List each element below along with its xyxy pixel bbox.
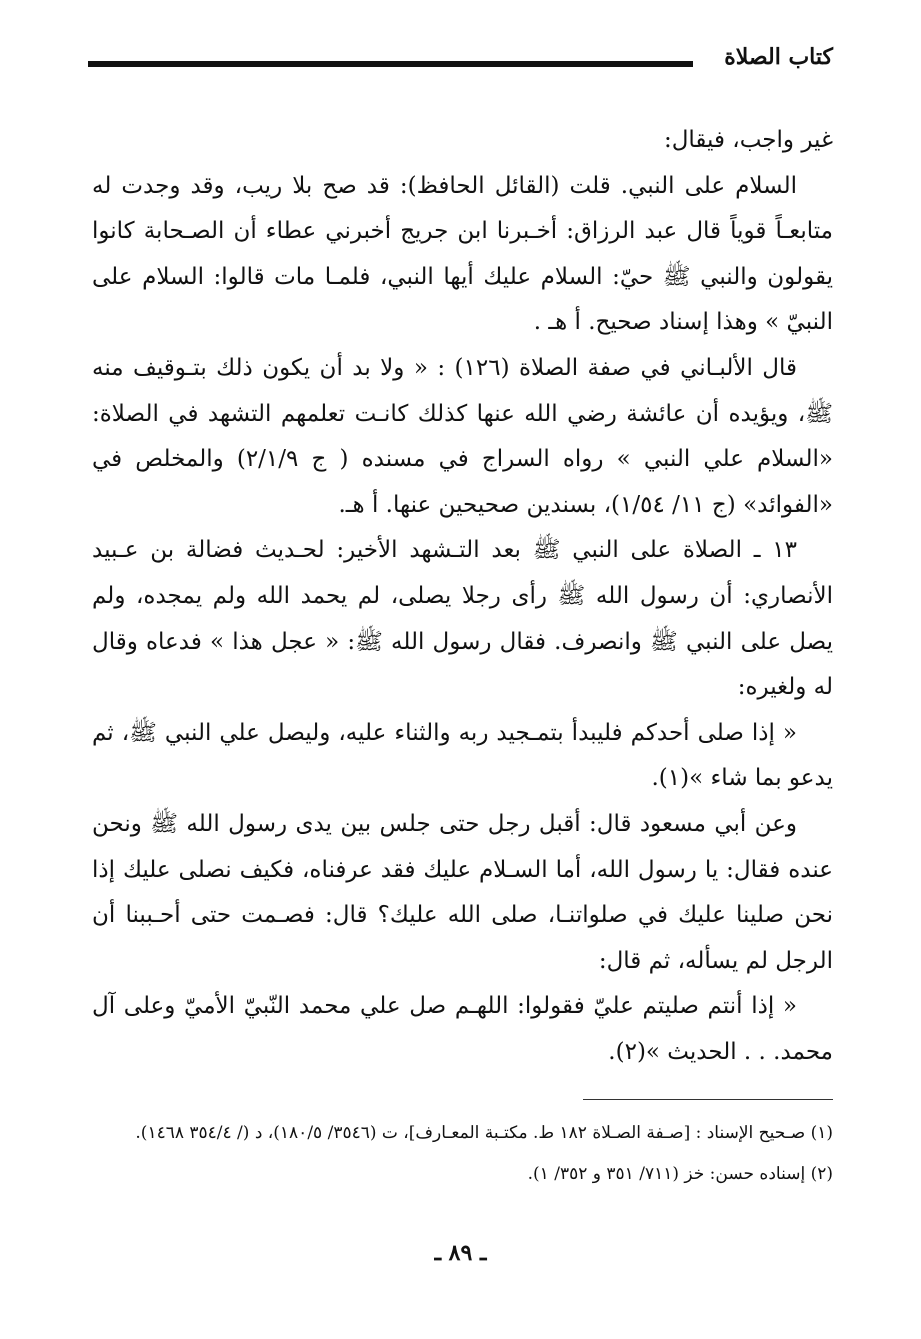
footnote-separator	[583, 1099, 833, 1100]
hadith-quote: « إذا صلى أحدكم فليبدأ بتمـجيد ربه والثناء عليه، وليصل علي النبي ﷺ، ثم يدعو بما شاء »(١).	[92, 719, 833, 792]
footnote-2: (٢) إسناده حسن: خز (٧١١/ ٣٥١ و ٣٥٢/ ١).	[527, 1164, 833, 1184]
paragraph-section-13: ١٣ ـ الصلاة على النبي ﷺ بعد التـشهد الأخير: لحـديث فضالة بن عـبيد الأنصاري: أن رسول الله ﷺ رأى رجلا يصلى، لم يحمد الله ولم يمجده، ولم يصل على النبي ﷺ وانصرف. فقال رسول الله ﷺ: « عجل هذا » فدعاه وقال له ولغيره:	[92, 537, 833, 701]
hadith-quote: « إذا أنتم صليتم عليّ فقولوا: اللهـم صل علي محمد النّبيّ الأميّ وعلى آل محمد. . . الحديث »(٢).	[92, 993, 833, 1065]
main-text	[92, 118, 833, 1075]
footnotes	[86, 1113, 833, 1195]
paragraph: السلام على النبي. قلت (القائل الحافظ): قد صح بلا ريب، وقد وجدت له متابعـاً قوياً قال عبد الرزاق: أخـبرنا ابن جريج أخبرني عطاء أن الصـحابة كانوا يقولون والنبي ﷺ حيّ: السلام عليك أيها النبي، فلمـا مات قالوا: السلام على النبيّ » وهذا إسناد صحيح. أ هـ .	[92, 172, 833, 336]
paragraph: قال الألبـاني في صفة الصلاة (١٢٦) : « ولا بد أن يكون ذلك بتـوقيف منه ﷺ، ويؤيده أن عائشة رضي الله عنها كذلك كانـت تعلمهم التشهد في الصلاة: «السلام علي النبي » رواه السراج في مسنده ( ج ٢/١/٩) والمخلص في «الفوائد» (ج ١١/ ١/٥٤)، بسندين صحيحين عنها. أ هـ.	[92, 354, 833, 518]
page-number: ـ ٨٩ ـ	[434, 1240, 487, 1266]
footnote-1: (١) صـحيح الإسناد : [صـفة الصـلاة ١٨٢ ط. مكتـبة المعـارف]، ت (٣٥٤٦/ ١٨٠/٥)، د (/ ٣٥٤/٤ ١٤٦٨).	[135, 1123, 833, 1143]
paragraph: وعن أبي مسعود قال: أقبل رجل حتى جلس بين يدى رسول الله ﷺ ونحن عنده فقال: يا رسول الله، أما السـلام عليك فقد عرفناه، فكيف نصلى عليك إذا نحن صلينا عليك في صلواتنـا، صلى الله عليك؟ قال: فصـمت حتى أحـببنا أن الرجل لم يسأله، ثم قال:	[92, 810, 833, 974]
running-header	[88, 44, 833, 84]
paragraph-continuation: غير واجب، فيقال:	[663, 127, 833, 153]
book-title: كتاب الصلاة	[724, 44, 833, 70]
header-rule	[88, 61, 693, 67]
